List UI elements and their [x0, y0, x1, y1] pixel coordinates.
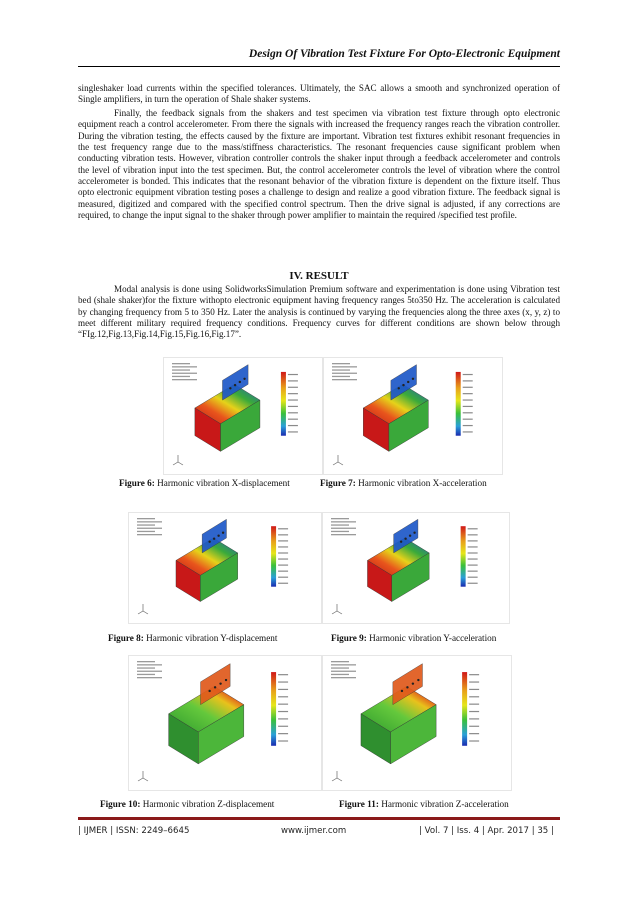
figure-7-image: [323, 357, 503, 475]
fea-render-icon: [129, 513, 321, 623]
fea-render-icon: [324, 358, 502, 474]
figure-7-caption: Figure 7: Harmonic vibration X-acceleration: [320, 478, 487, 488]
section-title: IV. RESULT: [289, 270, 349, 282]
figure-9-caption: Figure 9: Harmonic vibration Y-acceleration: [331, 633, 497, 643]
running-title: Design Of Vibration Test Fixture For Opto-Electronic Equipment: [248, 48, 560, 60]
fea-render-icon: [323, 513, 509, 623]
paragraph-3: Modal analysis is done using SolidworksSimulation Premium software and experimentation is done using Vibration test bed (shale shaker)for the fixture withopto electronic equipment having frequency ranges 5to350 Hz. The acceleration is calculated by changing frequency from 5 to 350 Hz. Later the analysis is continued by varying the frequencies along the three axes (x, y, z) to meet different military required frequency conditions. Frequency curves for different conditions are shown below through “FIg.12,Fig.13,Fig.14,Fig.15,Fig.16,Fig.17”.: [78, 284, 560, 340]
paragraph-1: singleshaker load currents within the specified tolerances. Ultimately, the SAC allows a smooth and synchronized operation of Single amplifiers, in turn the operation of Shale shaker systems.: [78, 83, 560, 105]
figure-9-image: [322, 512, 510, 624]
figure-6-caption: Figure 6: Harmonic vibration X-displacement: [119, 478, 290, 488]
figure-11-caption: Figure 11: Harmonic vibration Z-acceleration: [339, 799, 509, 809]
fea-render-icon: [164, 358, 322, 474]
fea-render-icon: [129, 656, 321, 790]
figure-6-image: [163, 357, 323, 475]
footer-issue: | Vol. 7 | Iss. 4 | Apr. 2017 | 35 |: [419, 826, 554, 836]
paragraph-2: Finally, the feedback signals from the shakers and test specimen via vibration test fixture through opto electronic equipment reach a control accelerometer. From there the signals with increased the frequency ranges reach the vibration controller. During the vibration testing, the effects caused by the fixture are important. Vibration test fixtures exhibit resonant frequencies in the test frequency range due to the mass/stiffness characteristics. The resonant frequencies cause significant problem when conducting vibration tests. However, vibration controller controls the shaker input through a feedback accelerometer and controls the level of vibration input into the test specimen. But, the control accelerometer controls the level of vibration where the control accelerometer is bonded. This indicates that the resonant behavior of the vibration fixture is dependent on the fixture itself. Thus opto electronic equipment vibration testing poses a challenge to design and realize a good vibration fixture. The feedback signal is measured, digitized and compared with the specified control spectrum. Then the drive signal is adjusted, if any corrections are required, to change the input signal to the shaker through power amplifier to maintain the required /specified test profile.: [78, 108, 560, 221]
figure-8-image: [128, 512, 322, 624]
figure-8-caption: Figure 8: Harmonic vibration Y-displacement: [108, 633, 278, 643]
fea-render-icon: [323, 656, 511, 790]
figure-10-image: [128, 655, 322, 791]
figure-11-image: [322, 655, 512, 791]
figure-10-caption: Figure 10: Harmonic vibration Z-displacement: [100, 799, 275, 809]
footer-journal: | IJMER | ISSN: 2249–6645: [78, 826, 190, 836]
header-rule: [78, 66, 560, 67]
footer-rule: [78, 817, 560, 820]
footer-url[interactable]: www.ijmer.com: [281, 826, 347, 836]
